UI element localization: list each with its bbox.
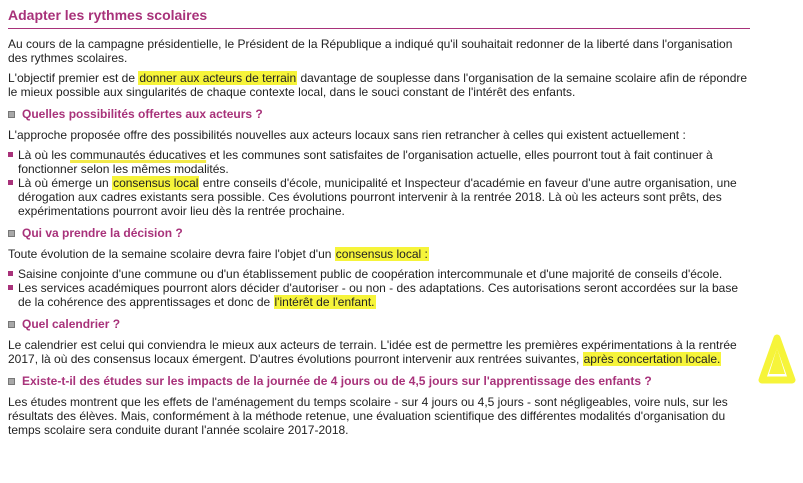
list-item	[8, 148, 750, 176]
square-bullet-icon	[8, 230, 15, 237]
highlight: consensus local :	[335, 247, 428, 261]
bullet-list	[8, 148, 750, 218]
intro-paragraph-2	[8, 71, 750, 99]
etudes-paragraph: Les études montrent que les effets de l'aménagement du temps scolaire - sur 4 jours ou 4,5 jours - sont négligeables, voire nuls, sur les résultats des élèves. Mais, conformément à la méthode retenue, une évaluation scientifique des différentes modalités d'organisation du temps scolaire sera conduite durant l'année scolaire 2017-2018.	[8, 395, 728, 437]
page-title: Adapter les rythmes scolaires	[8, 6, 750, 29]
list-item	[8, 281, 750, 309]
highlight: après concertation locale.	[583, 352, 721, 366]
text: entre conseils d'école, municipalité et Inspecteur d'académie en faveur d'une autre organisation, une dérogation aux cadres existants sera possible. Ces évolutions pourront intervenir à la rentrée 2018. Là où les acteurs sont prêts, des expérimentations pourront avoir lieu dès la rentrée prochaine.	[18, 176, 737, 218]
square-bullet-icon	[8, 111, 15, 118]
list-item	[8, 176, 750, 218]
triangle-annotation-icon	[758, 334, 796, 386]
section-title-text: Quelles possibilités offertes aux acteurs ?	[22, 107, 263, 121]
square-bullet-icon	[8, 321, 15, 328]
highlight: donner aux acteurs de terrain	[139, 71, 297, 85]
text: et les communes sont satisfaites de l'organisation actuelle, elles pourront tout à fait continuer à fonctionner selon les mêmes modalités.	[18, 148, 713, 176]
section-title-text: Quel calendrier ?	[22, 317, 121, 331]
highlight: communautés éducatives	[70, 148, 207, 162]
list-item: Saisine conjointe d'une commune ou d'un établissement public de coopération intercommunale et d'une majorité de conseils d'école.	[8, 267, 750, 281]
section-title-possibilites	[8, 107, 750, 121]
highlight: consensus local	[113, 176, 199, 190]
text: davantage de souplesse dans l'organisation de la semaine scolaire afin de répondre le mieux possible aux singularités de chaque contexte local, dans le souci constant de l'intérêt des enfants.	[8, 71, 748, 99]
text: Là où les	[18, 148, 71, 162]
bullet-list	[8, 267, 750, 309]
section-title-etudes	[8, 374, 750, 388]
square-bullet-icon	[8, 378, 15, 385]
text: Les services académiques pourront alors décider d'autoriser - ou non - des adaptations. Ces autorisations seront accordées sur la base de la cohérence des apprentissages et donc de	[18, 281, 739, 309]
section-lead	[8, 247, 750, 261]
text: Toute évolution de la semaine scolaire devra faire l'objet d'un	[8, 247, 335, 261]
section-lead: L'approche proposée offre des possibilités nouvelles aux acteurs locaux sans rien retrancher à celles qui existent actuellement :	[8, 128, 686, 142]
article	[8, 6, 750, 443]
section-title-decision	[8, 226, 750, 240]
text: Là où émerge un	[18, 176, 113, 190]
section-title-text: Qui va prendre la décision ?	[22, 226, 183, 240]
intro-paragraph-1: Au cours de la campagne présidentielle, le Président de la République a indiqué qu'il souhaitait redonner de la liberté dans l'organisation des rythmes scolaires.	[8, 37, 733, 65]
highlight: l'intérêt de l'enfant.	[274, 295, 375, 309]
calendrier-paragraph	[8, 338, 750, 366]
text: Le calendrier est celui qui conviendra le mieux aux acteurs de terrain. L'idée est de permettre les premières expérimentations à la rentrée 2017, là où des consensus locaux émergent. D'autres évolutions pourront intervenir aux rentrées suivantes,	[8, 338, 737, 366]
section-title-calendrier	[8, 317, 750, 331]
section-title-text: Existe-t-il des études sur les impacts de la journée de 4 jours ou de 4,5 jours sur l'apprentissage des enfants ?	[22, 374, 652, 388]
text: L'objectif premier est de	[8, 71, 139, 85]
